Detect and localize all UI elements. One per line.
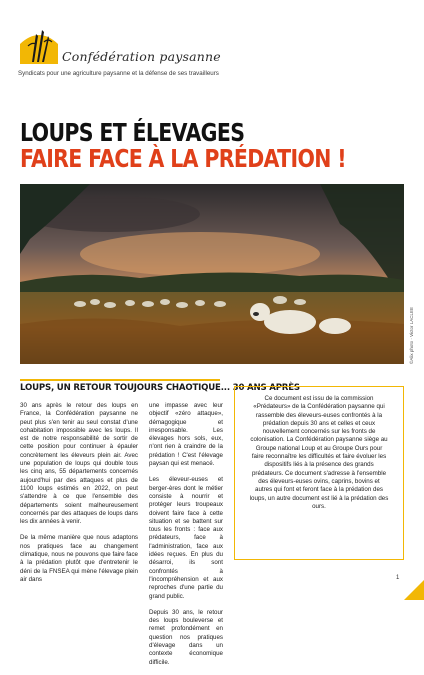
article-column-2 bbox=[149, 402, 223, 675]
info-box bbox=[234, 386, 404, 560]
photo-credit: ©Alix photo · Victor LACLEE bbox=[409, 306, 414, 364]
paragraph: Les éleveur-euses et berger-ères dont le métier consiste à nourrir et protéger leurs troupeaux doivent faire face à cette situation et se battent sur tous les fronts : face aux prédateurs, face à l'administration, face aux idées reçues. En plus du désarroi, ils sont confrontés à l'incompréhension et aux reproches d'une partie du grand public. bbox=[149, 476, 223, 600]
main-subtitle: FAIRE FACE À LA PRÉDATION ! bbox=[20, 144, 346, 173]
section-heading: LOUPS, UN RETOUR TOUJOURS CHAOTIQUE... 30 ANS APRÈS bbox=[20, 383, 300, 393]
paragraph: Depuis 30 ans, le retour des loups bouleverse et remet profondément en question nos pratiques d'élevage dans un contexte économique difficile. bbox=[149, 608, 223, 666]
main-title: LOUPS ET ÉLEVAGES bbox=[20, 118, 245, 147]
info-box-text: Ce document est issu de la commission «Prédateurs» de la Confédération paysanne qui rassemble des éleveurs-euses confrontés à la prédation depuis 30 ans et celles et ceux nouvellement concernés sur les fronts de colonisation. La Confédération paysanne siège au Groupe national Loup et au Groupe Ours pour faire reconnaître les difficultés et faire évoluer les dispositifs liés à la présence des grands prédateurs. Ce document s'adresse à l'ensemble des éleveurs-euses ovins, caprins, bovins et autres qui font et feront face à la prédation des loups, un autre document est lié à la prédation des ours. bbox=[249, 395, 389, 510]
paragraph: De la même manière que nous adaptons nos pratiques face au changement climatique, nous ne pouvons que faire face à la prédation plutôt que d'entretenir le déni de la FNSEA qui mène l'élevage plein air dans bbox=[20, 534, 138, 583]
org-name: Confédération paysanne bbox=[62, 49, 221, 64]
corner-triangle-icon bbox=[404, 580, 424, 600]
article-column-1 bbox=[20, 402, 138, 592]
sun-wheat-logo-icon bbox=[18, 24, 60, 66]
page-number: 1 bbox=[396, 575, 400, 581]
paragraph: 30 ans après le retour des loups en France, la Confédération paysanne ne peut plus s'en tenir au seul constat d'une cohabitation impossible avec les loups. Il est de notre responsabilité de sortir de cette position pour continuer à épauler concrètement les éleveurs plein air. Avec une population de loups qui double tous les cinq ans, 55 départements concernés aujourd'hui par des attaques et plus de 1100 loups estimés en 2022, on peut s'attendre à ce que l'ensemble des départements soient malheureusement concernés par des attaques de loups dans les dix années à venir. bbox=[20, 402, 138, 526]
heading-rule bbox=[20, 379, 220, 381]
paragraph: une impasse avec leur objectif «zéro attaque», démagogique et irresponsable. Les élevages hors sols, eux, n'ont rien à craindre de la prédation ! C'est l'élevage paysan qui est menacé. bbox=[149, 402, 223, 468]
landscape-with-dogs-image bbox=[20, 184, 404, 364]
org-tagline: Syndicats pour une agriculture paysanne et la défense de ses travailleurs bbox=[18, 70, 219, 77]
hero-photo bbox=[20, 184, 404, 364]
